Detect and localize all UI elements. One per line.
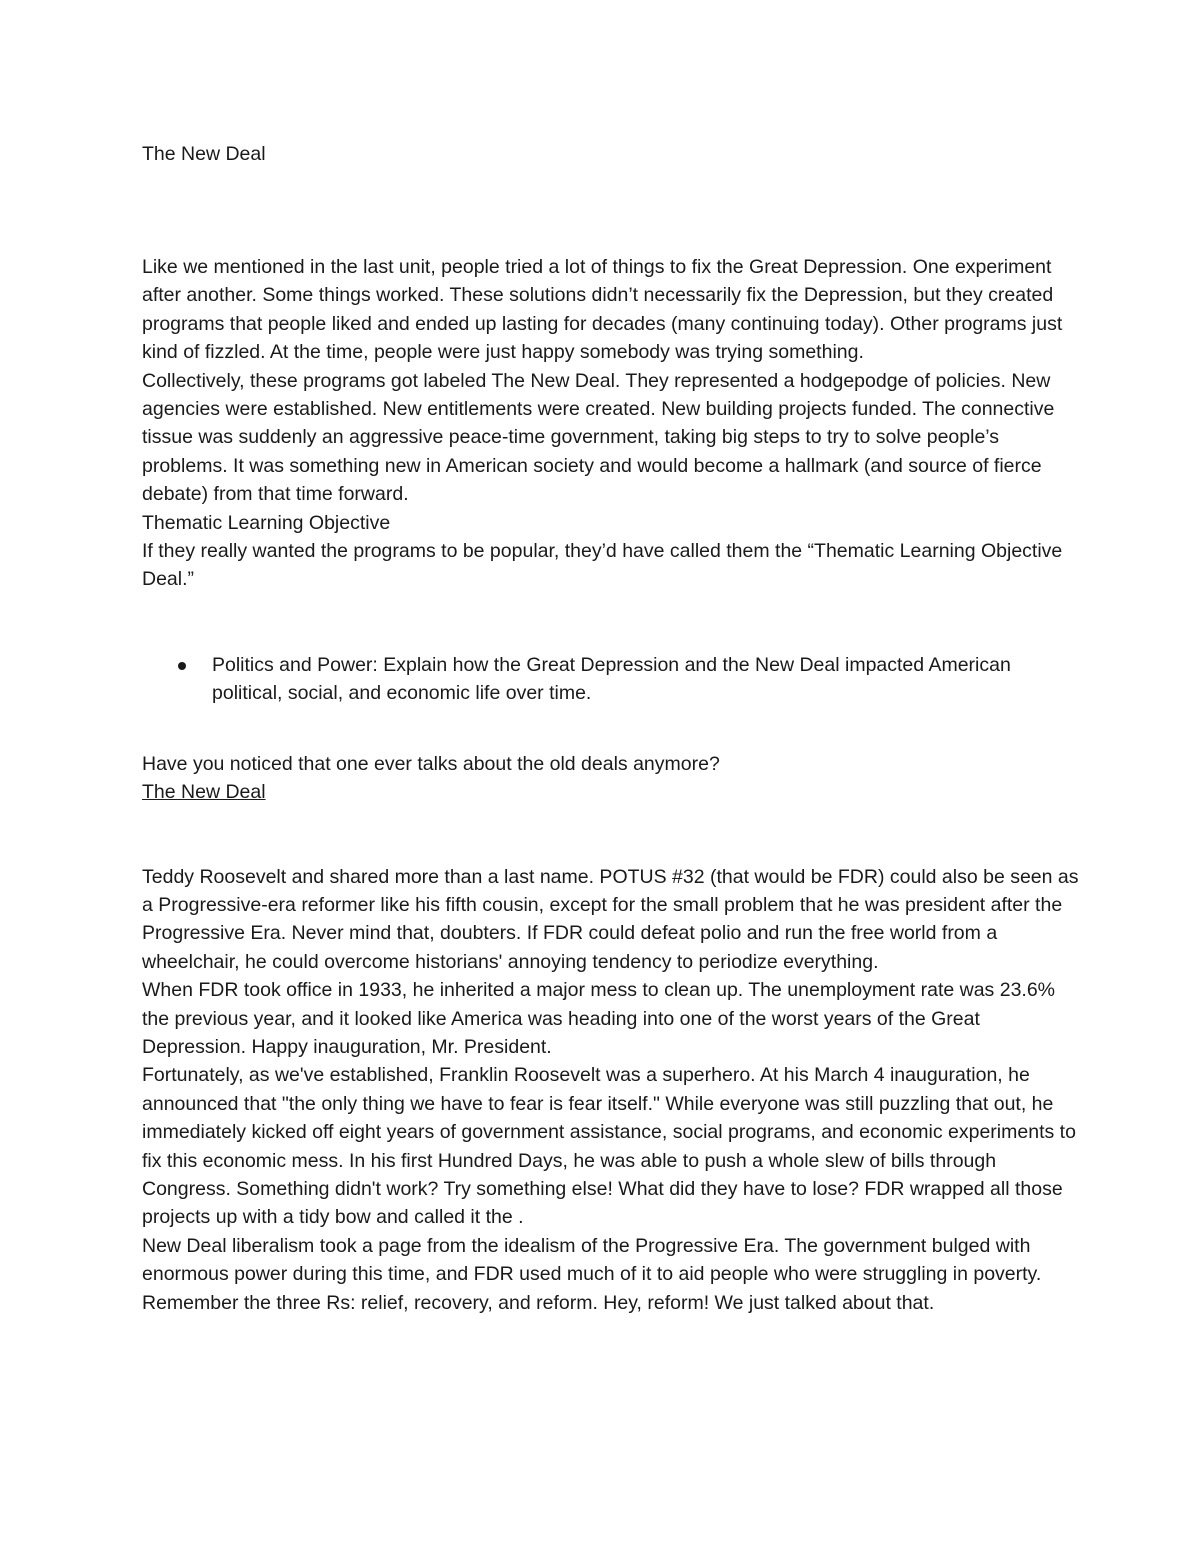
spacer bbox=[142, 594, 1082, 651]
objective-text: Politics and Power: Explain how the Great Depression and the New Deal impacted American political, social, and economic life over time. bbox=[212, 653, 1011, 705]
spacer bbox=[142, 168, 1082, 253]
body-paragraph-3: Fortunately, as we've established, Franklin Roosevelt was a superhero. At his March 4 inauguration, he announced that "the only thing we have to fear is fear itself." While everyone was still puzzling that out, he immediately kicked off eight years of government assistance, social programs, and economic experiments to fix this economic mess. In his first Hundred Days, he was able to push a whole slew of bills through Congress. Something didn't work? Try something else! What did they have to lose? FDR wrapped all those projects up with a tidy bow and called it the . bbox=[142, 1064, 1076, 1229]
intro-paragraph-1: Like we mentioned in the last unit, people tried a lot of things to fix the Great Depression. One experiment after another. Some things worked. These solutions didn’t necessarily fix the Depression, but they created programs that people liked and ended up lasting for decades (many continuing today). Other programs just kind of fizzled. At the time, people were just happy somebody was trying something. bbox=[142, 256, 1063, 364]
body-paragraph-2: When FDR took office in 1933, he inherited a major mess to clean up. The unemployment rate was 23.6% the previous year, and it looked like America was heading into one of the worst years of the Great Depression. Happy inauguration, Mr. President. bbox=[142, 979, 1056, 1058]
section-link-new-deal[interactable]: The New Deal bbox=[142, 781, 266, 804]
objectives-list bbox=[142, 651, 1082, 708]
document-title: The New Deal bbox=[142, 143, 266, 165]
bullet-icon bbox=[178, 662, 186, 670]
objective-heading: Thematic Learning Objective bbox=[142, 511, 391, 534]
question-text: Have you noticed that one ever talks about the old deals anymore? bbox=[142, 752, 720, 775]
document-page bbox=[142, 140, 1082, 1317]
spacer bbox=[142, 807, 1082, 863]
spacer bbox=[142, 708, 1082, 750]
body-paragraph-1: Teddy Roosevelt and shared more than a last name. POTUS #32 (that would be FDR) could also be seen as a Progressive-era reformer like his fifth cousin, except for the small problem that he was president after the Progressive Era. Never mind that, doubters. If FDR could defeat polio and run the free world from a wheelchair, he could overcome historians' annoying tendency to periodize everything. bbox=[142, 865, 1079, 973]
body-paragraph-4: New Deal liberalism took a page from the idealism of the Progressive Era. The government bulged with enormous power during this time, and FDR used much of it to aid people who were struggling in poverty. Remember the three Rs: relief, recovery, and reform. Hey, reform! We just talked about that. bbox=[142, 1234, 1042, 1314]
objective-intro: If they really wanted the programs to be popular, they’d have called them the “Thematic Learning Objective Deal.” bbox=[142, 540, 1063, 591]
list-item bbox=[142, 651, 1082, 708]
intro-paragraph-2: Collectively, these programs got labeled The New Deal. They represented a hodgepodge of policies. New agencies were established. New entitlements were created. New building projects funded. The connective tissue was suddenly an aggressive peace-time government, taking big steps to try to solve people’s problems. It was something new in American society and would become a hallmark (and source of fierce debate) from that time forward. bbox=[142, 369, 1055, 506]
